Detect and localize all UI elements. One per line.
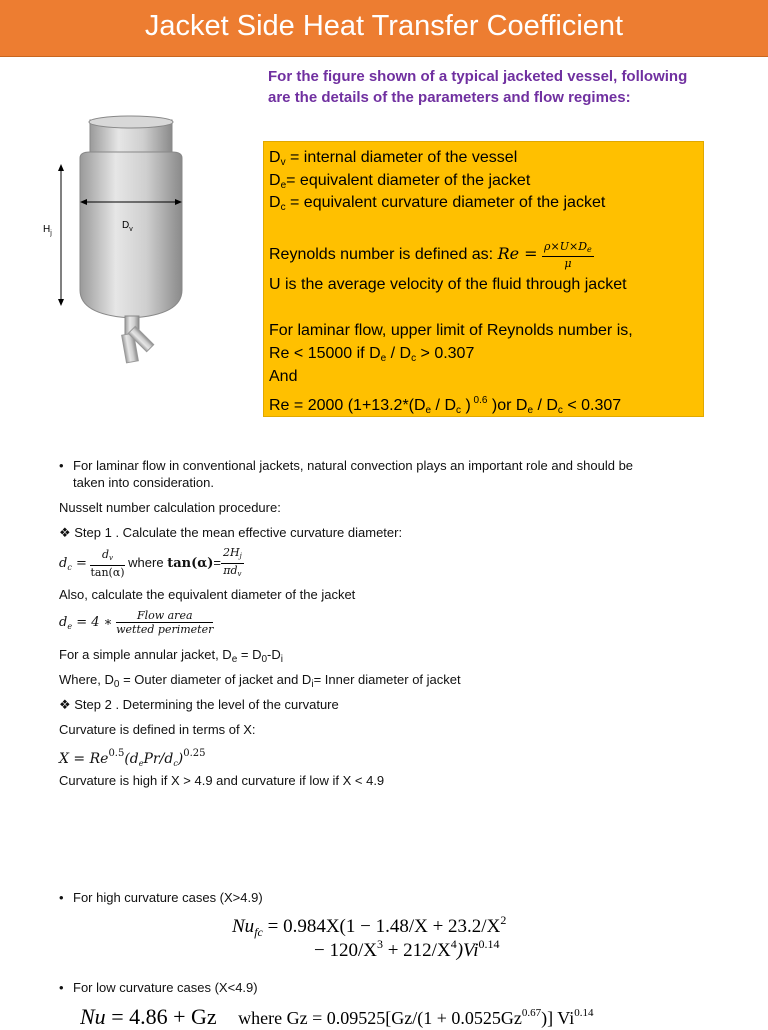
tan-fraction: $\frac{2Hj}{\text{πdv}}$ <box>222 546 242 578</box>
laminar-limit-intro: For laminar flow, upper limit of Reynolds number is, <box>269 322 633 339</box>
hj-label: $H_j$ <box>43 224 52 237</box>
de-fraction: $\frac{\text{Flow area}}{\text{wetted perimeter}}$ <box>116 609 214 637</box>
x-equation: $X = Re^{0.5}(d_ePr/d_c)^{0.25}$ <box>59 748 206 768</box>
high-curvature-heading: For high curvature cases (X>4.9) <box>73 890 263 905</box>
dc-fraction: $\frac{dv}{\tan(\alpha)}$ <box>90 548 125 579</box>
annular-jacket-text: For a simple annular jacket, $D_e = D_0-D_i$ <box>59 647 283 665</box>
vessel-body <box>80 152 182 318</box>
de-equation: $d_e = 4$ ∗ $\frac{\text{Flow area}}{\text{wetted perimeter}}$ <box>59 609 214 637</box>
velocity-definition: U is the average velocity of the fluid through jacket <box>269 276 627 293</box>
reynolds-fraction: $\frac{\rho\times U\times De}{\mu}$ <box>544 239 592 270</box>
nu-low-equation: Nu = 4.86 + Gz where $Gz = 0.09525[Gz/(1 + 0.0525Gz^{0.67})]$ $Vi^{0.14}$ <box>80 1004 594 1029</box>
dv-label: $D_v$ <box>122 220 133 233</box>
hj-arrow-head-bottom <box>58 299 64 306</box>
step-1-heading: ❖ Step 1 . Calculate the mean effective curvature diameter: <box>59 525 403 540</box>
curvature-rule: Curvature is high if X > 4.9 and curvature if low if X < 4.9 <box>59 773 385 788</box>
title-bar <box>0 0 768 57</box>
dc-equation: $d_c$ = $\frac{dv}{\tan(\alpha)}$ where tan(α)= $\frac{2Hj}{\text{πdv}}$ <box>59 546 242 579</box>
bullet-marker: • <box>59 980 64 995</box>
vessel-top-rim <box>89 116 173 128</box>
jacketed-vessel-figure <box>30 110 230 400</box>
nu-high-equation-line-2: − $120/X^3 + 212/X^4)Vi^{0.14}$ <box>314 937 500 961</box>
intro-text: For the figure shown of a typical jacketed vessel, following are the details of the parameters and flow regimes: <box>268 68 688 106</box>
where-definitions: Where, $D_0$ = Outer diameter of jacket and $D_i=$ Inner diameter of jacket <box>59 672 461 690</box>
step-2-heading: ❖ Step 2 . Determining the level of the curvature <box>59 697 339 712</box>
nusselt-heading: Nusselt number calculation procedure: <box>59 500 281 515</box>
and-text: And <box>269 368 298 385</box>
nu-high-equation-line-1: $Nu_{fc} = 0.984X(1 - 1.48/X + 23.2/X^2$ <box>232 913 507 939</box>
bullet-marker: • <box>59 890 64 905</box>
curvature-definition: Curvature is defined in terms of X: <box>59 722 256 737</box>
reynolds-definition: Reynolds number is defined as: Re = $\frac{\rho\times U\times De}{\mu}$ <box>269 239 592 270</box>
page-title: Jacket Side Heat Transfer Coefficient <box>144 10 624 42</box>
laminar-note-line-2: taken into consideration. <box>73 475 214 490</box>
hj-arrow-head-top <box>58 164 64 171</box>
parameter-box <box>263 141 704 417</box>
low-curvature-heading: For low curvature cases (X<4.9) <box>73 980 258 995</box>
laminar-note-line-1: For laminar flow in conventional jackets, natural convection plays an important role and should be <box>73 458 634 473</box>
laminar-limit-2: Re = 2000 ($1+13.2*(D_e / D_c$ ) $^{0.6}$ )or $D_e / D_c < 0.307$ <box>269 395 622 416</box>
dv-definition: $D_v$ = internal diameter of the vessel <box>269 149 518 168</box>
also-text: Also, calculate the equivalent diameter of the jacket <box>59 587 356 602</box>
bullet-marker: • <box>59 458 64 473</box>
laminar-limit-1: Re < 15000 if $D_e / D_c > 0.307$ <box>269 345 475 364</box>
de-definition: $D_e=$ equivalent diameter of the jacket <box>269 172 531 191</box>
dc-definition: $D_c$ = equivalent curvature diameter of the jacket <box>269 194 606 213</box>
